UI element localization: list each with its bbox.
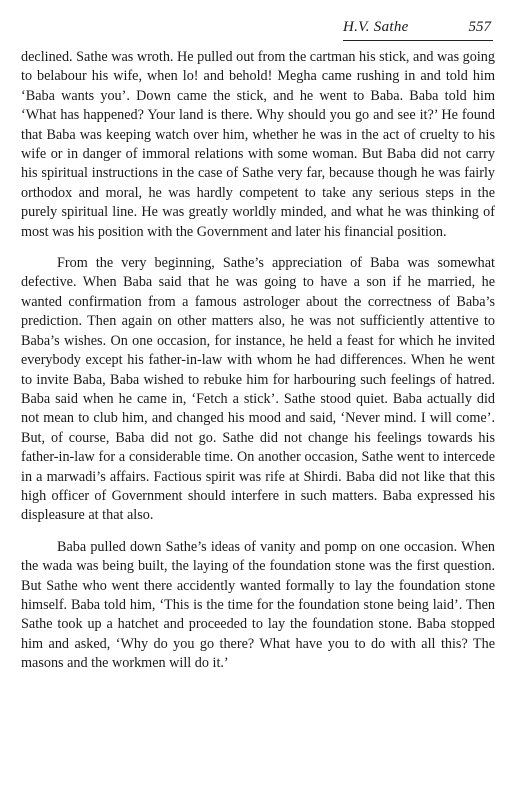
paragraph-gap	[21, 526, 495, 538]
page-header	[343, 18, 493, 41]
page-number: 557	[468, 19, 491, 35]
paragraph-2: From the very beginning, Sathe’s appreciation of Baba was somewhat defective. When Baba said that he was going to have a son if he married, he wanted confirmation from a famous astrologer about the correctness of Baba’s prediction. Then again on other matters also, he was not sufficiently attentive to Baba’s wishes. On one occasion, for instance, he held a feast for which he invited everybody except his father-in-law with whom he had differences. When he went to invite Baba, Baba wished to rebuke him for harbouring such feelings of hatred. Baba said when he came in, ‘Fetch a stick’. Sathe stood quiet. Baba actually did not mean to club him, and changed his mood and said, ‘Never mind. I will come’. But, of course, Baba did not go. Sathe did not change his feelings towards his father-in-law for a considerable time. On another occasion, Sathe went to intercede in a marwadi’s affairs. Factious spirit was rife at Shirdi. Baba did not like that this high officer of Government should interfere in such matters. Baba expressed his displeasure at that also.	[21, 255, 495, 524]
body-text	[21, 48, 495, 674]
paragraph-gap	[21, 242, 495, 254]
running-head: H.V. Sathe	[343, 19, 409, 35]
paragraph-3: Baba pulled down Sathe’s ideas of vanity and pomp on one occasion. When the wada was being built, the laying of the foundation stone was the first question. But Sathe who went there accidently wanted formally to lay the foundation stone himself. Baba told him, ‘This is the time for the foundation stone being laid’. Then Sathe took up a hatchet and proceeded to lay the foundation stone. Baba stopped him and asked, ‘Why do you go there? What have you to do with all this? The masons and the workmen will do it.’	[21, 538, 495, 672]
paragraph-1: declined. Sathe was wroth. He pulled out from the cartman his stick, and was going to belabour his wife, when lo! and behold! Megha came rushing in and told him ‘Baba wants you’. Down came the stick, and he went to Baba. Baba told him ‘What has happened? Your land is there. Why should you go and see it?’ He found that Baba was keeping watch over him, whether he was in the act of cruelty to his wife or in danger of immoral relations with some woman. But Baba did not carry his spiritual instructions in the case of Sathe very far, because though he was fairly orthodox and moral, he was hardly competent to take any serious steps in the purely spiritual line. He was greatly worldly minded, and what he was thinking of most was his position with the Government and later his financial position.	[21, 49, 495, 240]
